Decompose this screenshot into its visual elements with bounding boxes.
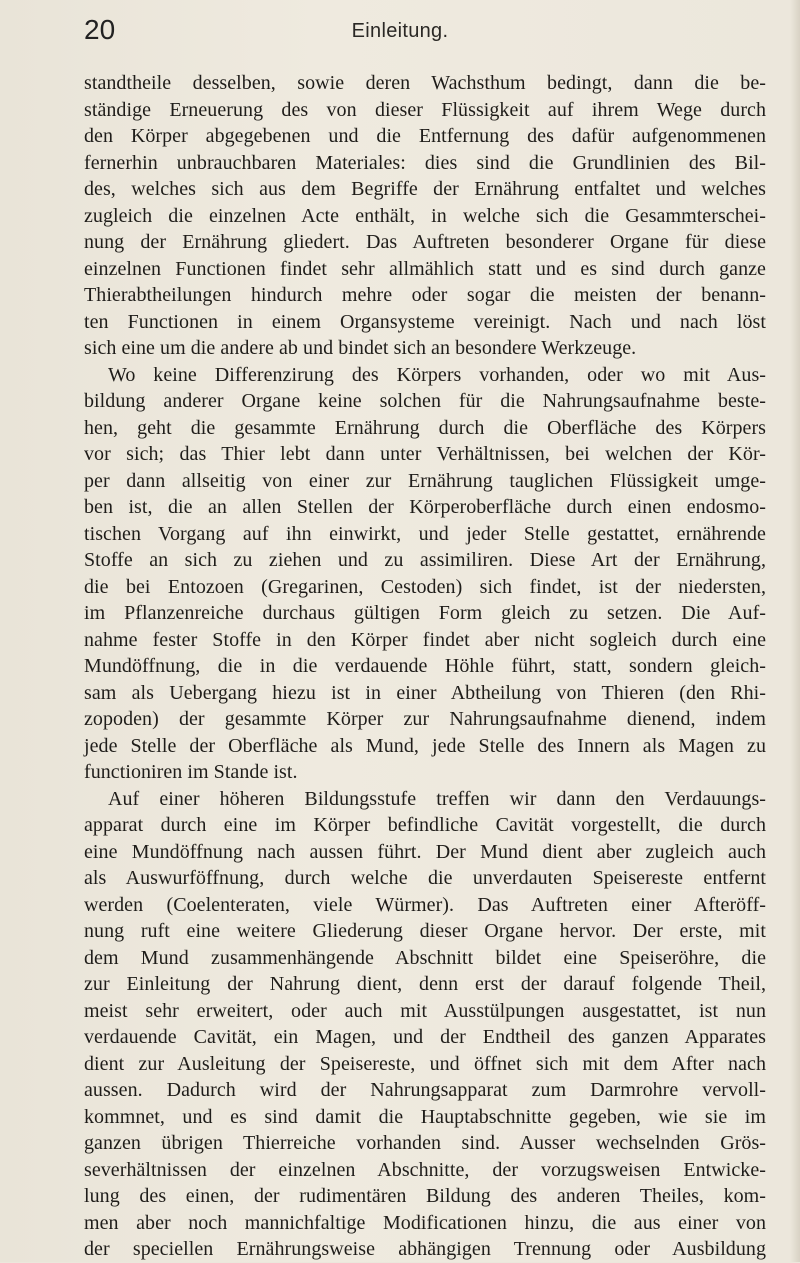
running-head: Einleitung. (351, 20, 449, 42)
text-line: ständige Erneuerung des von dieser Flüssigkeit auf ihrem Wege durch (84, 98, 766, 121)
text-line: per dann allseitig von einer zur Ernährung tauglichen Flüssigkeit umge- (84, 469, 766, 492)
page-number: 20 (84, 14, 116, 45)
paragraph-start-line: Wo keine Differenzirung des Körpers vorhanden, oder wo mit Aus- (108, 363, 766, 386)
text-line: nahme fester Stoffe in den Körper findet aber nicht sogleich durch eine (84, 628, 766, 651)
text-line: sam als Uebergang hiezu ist in einer Abtheilung von Thieren (den Rhi- (84, 681, 766, 704)
text-line: als Auswurföffnung, durch welche die unverdauten Speisereste entfernt (84, 867, 766, 889)
text-line: apparat durch eine im Körper befindliche Cavität vorgestellt, die durch (84, 814, 766, 836)
text-line: kommnet, und es sind damit die Hauptabschnitte gegeben, wie sie im (84, 1105, 766, 1128)
text-line: nung der Ernährung gliedert. Das Auftreten besonderer Organe für diese (84, 231, 766, 253)
text-line: verdauende Cavität, ein Magen, und der Endtheil des ganzen Apparates (84, 1026, 766, 1048)
text-line: vor sich; das Thier lebt dann unter Verhältnissen, bei welchen der Kör- (84, 443, 766, 465)
text-line: einzelnen Functionen findet sehr allmählich statt und es sind durch ganze (84, 257, 766, 280)
text-line: jede Stelle der Oberfläche als Mund, jede Stelle des Innern als Magen zu (84, 734, 766, 757)
body-text (84, 70, 766, 1263)
page-header (0, 14, 800, 54)
text-line: ben ist, die an allen Stellen der Körperoberfläche durch einen endosmo- (84, 496, 766, 518)
text-line: men aber noch mannichfaltige Modificationen hinzu, die aus einer von (84, 1211, 766, 1234)
text-line: zur Einleitung der Nahrung dient, denn erst der darauf folgende Theil, (84, 973, 766, 995)
text-line: aussen. Dadurch wird der Nahrungsapparat zum Darmrohre vervoll- (84, 1079, 766, 1101)
text-line: zopoden) der gesammte Körper zur Nahrungsaufnahme dienend, indem (84, 708, 766, 730)
text-line: Mundöffnung, die in die verdauende Höhle führt, statt, sondern gleich- (84, 655, 766, 677)
text-line: ten Functionen in einem Organsysteme vereinigt. Nach und nach löst (84, 310, 766, 333)
text-line: bildung anderer Organe keine solchen für die Nahrungsaufnahme beste- (84, 390, 766, 412)
text-line: fernerhin unbrauchbaren Materiales: dies sind die Grundlinien des Bil- (84, 151, 766, 174)
text-line: nung ruft eine weitere Gliederung dieser Organe hervor. Der erste, mit (84, 920, 766, 942)
text-line: der speciellen Ernährungsweise abhängigen Trennung oder Ausbildung (84, 1238, 766, 1260)
text-line: im Pflanzenreiche durchaus gültigen Form gleich zu setzen. Die Auf- (84, 602, 766, 624)
text-line: standtheile desselben, sowie deren Wachsthum bedingt, dann die be- (84, 72, 766, 94)
text-line: dient zur Ausleitung der Speisereste, und öffnet sich mit dem After nach (84, 1052, 766, 1075)
text-line: Stoffe an sich zu ziehen und zu assimiliren. Diese Art der Ernährung, (84, 549, 766, 571)
text-line: meist sehr erweitert, oder auch mit Ausstülpungen ausgestattet, ist nun (84, 999, 766, 1022)
text-line: des, welches sich aus dem Begriffe der Ernährung entfaltet und welches (84, 178, 766, 200)
text-line: functioniren im Stande ist. (84, 761, 298, 783)
text-line: ganzen übrigen Thierreiche vorhanden sind. Ausser wechselnden Grös- (84, 1132, 766, 1154)
page-edge-shadow (790, 0, 800, 1262)
text-line: werden (Coelenteraten, viele Würmer). Das Auftreten einer Afteröff- (84, 893, 766, 916)
text-line: severhältnissen der einzelnen Abschnitte, der vorzugsweisen Entwicke- (84, 1158, 766, 1181)
text-line: lung des einen, der rudimentären Bildung des anderen Theiles, kom- (84, 1185, 766, 1207)
paragraph-start-line: Auf einer höheren Bildungsstufe treffen wir dann den Verdauungs- (108, 787, 766, 810)
text-line: die bei Entozoen (Gregarinen, Cestoden) sich findet, ist der niedersten, (84, 575, 766, 598)
text-line: tischen Vorgang auf ihn einwirkt, und jeder Stelle gestattet, ernährende (84, 522, 766, 545)
text-line: sich eine um die andere ab und bindet sich an besondere Werkzeuge. (84, 337, 637, 359)
text-line: eine Mundöffnung nach aussen führt. Der Mund dient aber zugleich auch (84, 840, 766, 863)
text-line: Thierabtheilungen hindurch mehre oder sogar die meisten der benann- (84, 284, 766, 306)
text-line: den Körper abgegebenen und die Entfernung des dafür aufgenommenen (84, 125, 766, 147)
text-line: dem Mund zusammenhängende Abschnitt bildet eine Speiseröhre, die (84, 946, 766, 969)
text-line: hen, geht die gesammte Ernährung durch die Oberfläche des Körpers (84, 416, 766, 439)
text-line: zugleich die einzelnen Acte enthält, in welche sich die Gesammterschei- (84, 204, 766, 227)
